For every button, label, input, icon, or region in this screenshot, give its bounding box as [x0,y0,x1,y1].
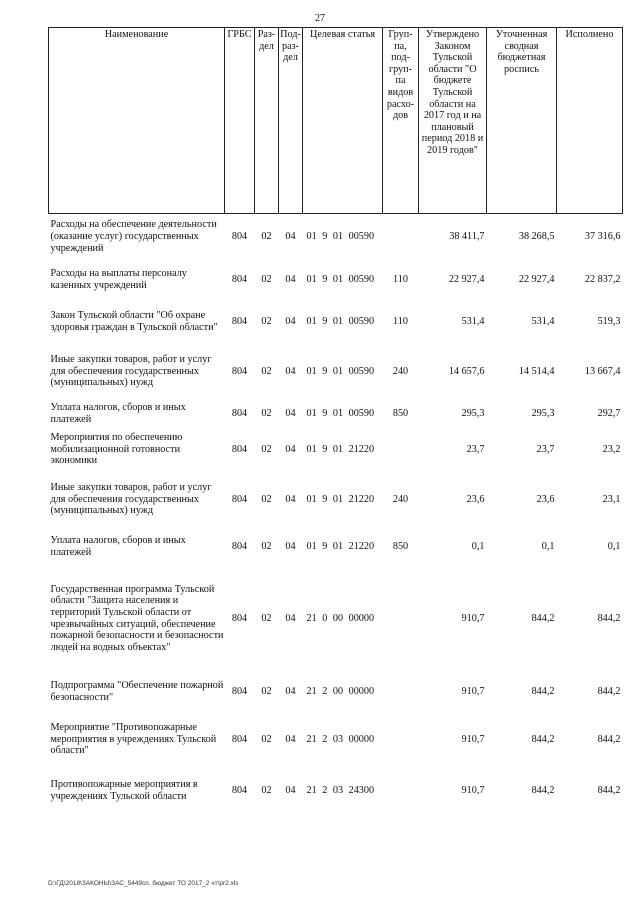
cell-target-article: 01 9 01 00590 [306,273,375,285]
cell-expense-group: 850 [392,407,409,419]
cell-razdel: 02 [261,612,272,624]
cell-razdel: 02 [261,273,272,285]
cell-approved: 38 411,7 [449,230,485,242]
cell-target-article: 01 9 01 00590 [306,407,375,419]
cell-name: Иные закупки товаров, работ и услуг для обеспечения государственных (муниципальных) нужд [50,482,212,517]
cell-executed: 292,7 [597,407,621,419]
cell-expense-group [383,214,419,260]
cell-name: Мероприятия по обеспечению мобилизационной готовности экономики [50,432,183,467]
cell-grbs: 804 [231,733,248,745]
cell-executed: 844,2 [597,612,621,624]
cell-target-article: 01 9 01 00590 [306,230,375,242]
cell-executed: 844,2 [597,685,621,697]
cell-revised: 23,7 [536,443,555,455]
table-row [49,472,623,528]
table-row [49,566,623,672]
cell-expense-group: 240 [392,365,409,377]
cell-razdel: 02 [261,733,272,745]
cell-name: Противопожарные мероприятия в учреждениях Тульской области [50,778,198,802]
cell-approved: 295,3 [461,407,485,419]
cell-podrazdel: 04 [285,493,296,505]
cell-podrazdel: 04 [285,365,296,377]
cell-approved: 910,7 [461,685,485,697]
cell-approved: 531,4 [461,315,485,327]
cell-target-article: 21 2 03 00000 [306,733,375,745]
cell-approved: 910,7 [461,612,485,624]
footer-file-path: D:\ГД\2018\ЗАКОНЫ\ЗАС_5449сп. бюджет ТО 2017_2 чт\pr2.xls [48,880,239,887]
cell-grbs: 804 [231,784,248,796]
cell-podrazdel: 04 [285,315,296,327]
col-header-expense-group: Груп-па, под-груп-па видов расхо-дов [383,28,419,214]
table-row [49,712,623,768]
cell-expense-group [383,712,419,768]
cell-approved: 0,1 [471,540,485,552]
cell-executed: 844,2 [597,733,621,745]
cell-name: Мероприятие "Противопожарные мероприятия в учреждениях Тульской области" [50,722,217,757]
cell-grbs: 804 [231,612,248,624]
cell-target-article: 01 9 01 00590 [306,365,375,377]
cell-name: Расходы на выплаты персоналу казенных учреждений [50,267,187,291]
cell-name: Закон Тульской области "Об охране здоровья граждан в Тульской области" [50,309,218,333]
col-header-revised: Уточненная сводная бюджетная роспись [487,28,557,214]
cell-approved: 14 657,6 [448,365,485,377]
cell-razdel: 02 [261,365,272,377]
cell-expense-group: 850 [392,540,409,552]
table-row [49,672,623,712]
cell-approved: 910,7 [461,733,485,745]
cell-podrazdel: 04 [285,540,296,552]
cell-approved: 23,6 [466,493,485,505]
cell-executed: 519,3 [597,315,621,327]
cell-podrazdel: 04 [285,273,296,285]
table-row [49,300,623,344]
cell-expense-group [383,768,419,814]
cell-target-article: 21 2 00 00000 [306,685,375,697]
cell-expense-group [383,428,419,472]
cell-grbs: 804 [231,443,248,455]
cell-grbs: 804 [231,273,248,285]
cell-grbs: 804 [231,685,248,697]
col-header-target-article: Целевая статья [303,28,383,214]
cell-name: Расходы на обеспечение деятельности (оказание услуг) государственных учреждений [50,219,217,254]
cell-podrazdel: 04 [285,685,296,697]
cell-grbs: 804 [231,365,248,377]
cell-name: Государственная программа Тульской области "Защита населения и территорий Тульской области от чрезвычайных ситуаций, обеспечение пожарной безопасности и безопасности людей на водных объектах" [50,583,224,653]
cell-podrazdel: 04 [285,784,296,796]
cell-grbs: 804 [231,407,248,419]
col-header-executed: Исполнено [557,28,623,214]
table-row [49,344,623,400]
cell-podrazdel: 04 [285,733,296,745]
cell-approved: 22 927,4 [448,273,485,285]
cell-approved: 23,7 [466,443,485,455]
cell-razdel: 02 [261,685,272,697]
cell-executed: 37 316,6 [584,230,621,242]
budget-table [48,27,623,814]
cell-expense-group: 240 [392,493,409,505]
cell-executed: 0,1 [607,540,621,552]
cell-revised: 844,2 [531,612,555,624]
cell-revised: 22 927,4 [518,273,555,285]
cell-revised: 0,1 [541,540,555,552]
table-row [49,768,623,814]
cell-grbs: 804 [231,315,248,327]
cell-revised: 38 268,5 [518,230,555,242]
cell-name: Иные закупки товаров, работ и услуг для обеспечения государственных (муниципальных) нужд [50,354,212,389]
cell-razdel: 02 [261,540,272,552]
col-header-approved: Утверждено Законом Тульской области "О бюджете Тульской области на 2017 год и на плановый период 2018 и 2019 годов" [419,28,487,214]
cell-expense-group [383,672,419,712]
cell-name: Уплата налогов, сборов и иных платежей [50,401,186,425]
col-header-name: Наименование [49,28,225,214]
cell-target-article: 01 9 01 21220 [306,493,375,505]
cell-revised: 531,4 [531,315,555,327]
table-row [49,400,623,428]
cell-revised: 23,6 [536,493,555,505]
cell-expense-group: 110 [393,315,408,327]
table-row [49,428,623,472]
cell-expense-group: 110 [393,273,408,285]
cell-target-article: 01 9 01 00590 [306,315,375,327]
cell-approved: 910,7 [461,784,485,796]
cell-executed: 22 837,2 [584,273,621,285]
cell-target-article: 21 2 03 24300 [306,784,375,796]
table-row [49,260,623,300]
cell-executed: 13 667,4 [584,365,621,377]
cell-podrazdel: 04 [285,407,296,419]
col-header-razdel: Раз-дел [255,28,279,214]
cell-name: Уплата налогов, сборов и иных платежей [50,534,186,558]
col-header-grbs: ГРБС [225,28,255,214]
cell-target-article: 21 0 00 00000 [306,612,375,624]
cell-razdel: 02 [261,784,272,796]
table-row [49,214,623,260]
cell-expense-group [383,566,419,672]
table-row [49,528,623,566]
cell-executed: 844,2 [597,784,621,796]
cell-grbs: 804 [231,230,248,242]
page-number: 27 [315,13,325,24]
cell-name: Подпрограмма "Обеспечение пожарной безопасности" [50,679,224,703]
cell-podrazdel: 04 [285,612,296,624]
cell-grbs: 804 [231,493,248,505]
col-header-podrazdel: Под-раз-дел [279,28,303,214]
table-header-row [49,28,623,214]
cell-podrazdel: 04 [285,230,296,242]
cell-razdel: 02 [261,315,272,327]
cell-razdel: 02 [261,230,272,242]
cell-grbs: 804 [231,540,248,552]
cell-executed: 23,2 [602,443,621,455]
cell-executed: 23,1 [602,493,621,505]
cell-revised: 14 514,4 [518,365,555,377]
cell-podrazdel: 04 [285,443,296,455]
cell-revised: 844,2 [531,685,555,697]
cell-razdel: 02 [261,493,272,505]
cell-revised: 295,3 [531,407,555,419]
cell-target-article: 01 9 01 21220 [306,540,375,552]
cell-target-article: 01 9 01 21220 [306,443,375,455]
cell-razdel: 02 [261,443,272,455]
cell-revised: 844,2 [531,784,555,796]
cell-razdel: 02 [261,407,272,419]
cell-revised: 844,2 [531,733,555,745]
